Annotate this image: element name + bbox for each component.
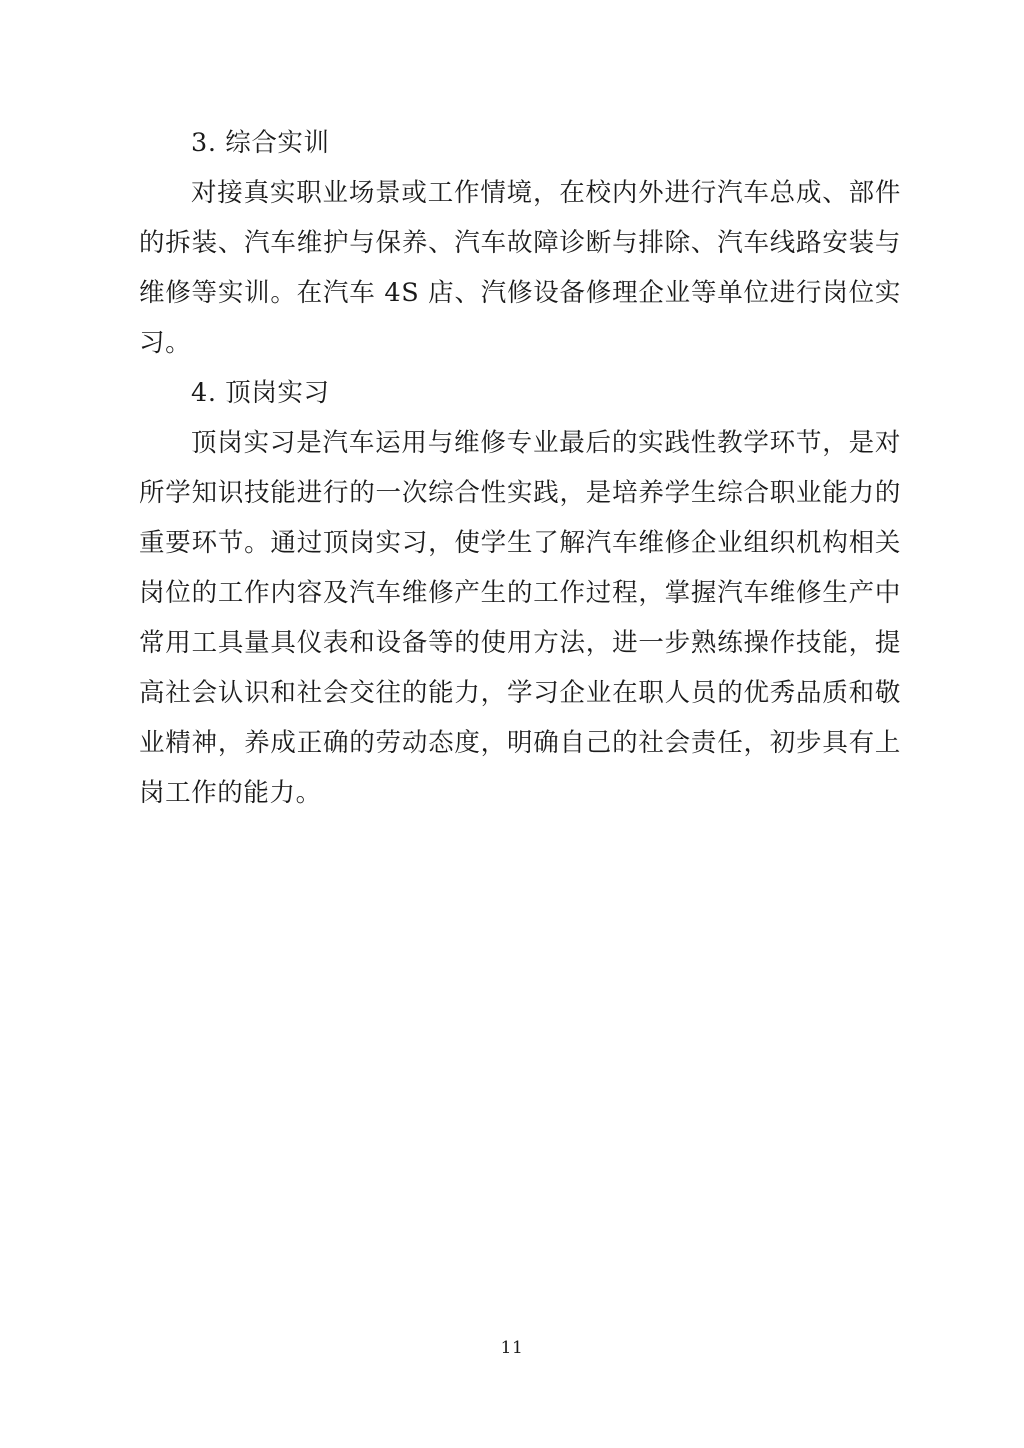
page-number: 11 xyxy=(500,1338,524,1358)
page-content xyxy=(139,118,901,818)
section-paragraph-4: 顶岗实习是汽车运用与维修专业最后的实践性教学环节，是对所学知识技能进行的一次综合性实践，是培养学生综合职业能力的重要环节。通过顶岗实习，使学生了解汽车维修企业组织机构相关岗位的工作内容及汽车维修产生的工作过程，掌握汽车维修生产中常用工具量具仪表和设备等的使用方法，进一步熟练操作技能，提高社会认识和社会交往的能力，学习企业在职人员的优秀品质和敬业精神，养成正确的劳动态度，明确自己的社会责任，初步具有上岗工作的能力。 xyxy=(139,428,901,808)
section-paragraph-3: 对接真实职业场景或工作情境，在校内外进行汽车总成、部件的拆装、汽车维护与保养、汽车故障诊断与排除、汽车线路安装与维修等实训。在汽车 4S 店、汽修设备修理企业等单位进行岗位实习。 xyxy=(139,178,901,358)
section-heading-4: 4. 顶岗实习 xyxy=(191,378,330,408)
section-heading-3: 3. 综合实训 xyxy=(191,128,330,158)
